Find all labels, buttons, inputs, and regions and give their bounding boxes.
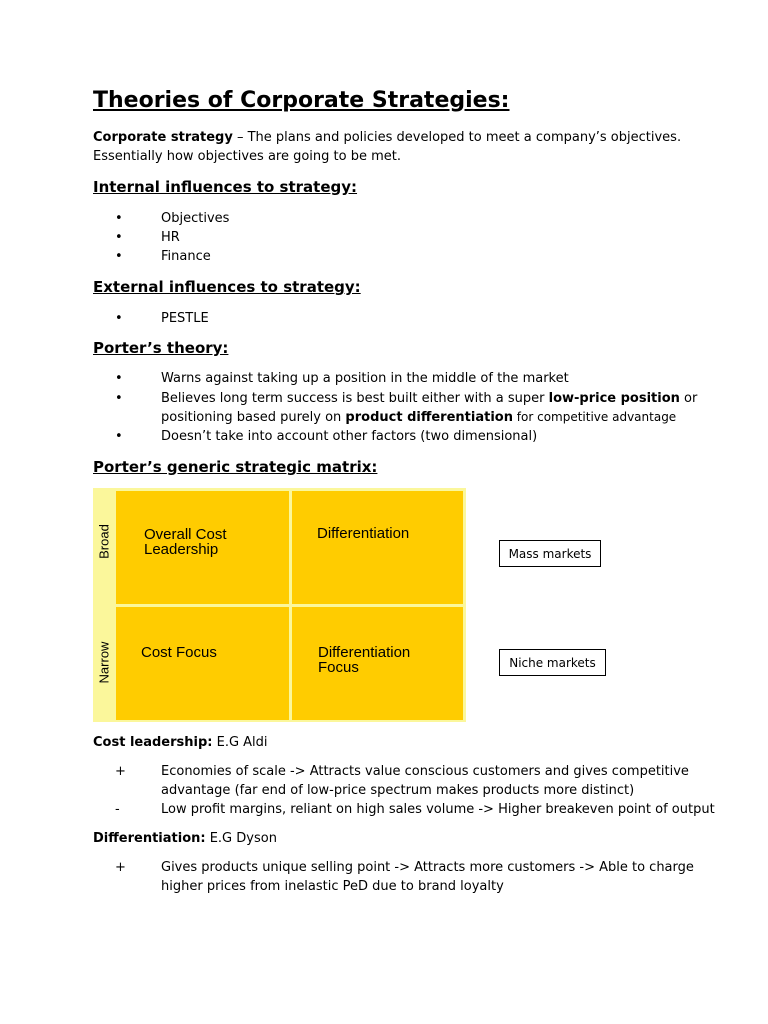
minus-icon: - bbox=[115, 802, 120, 817]
row-label-narrow: Narrow bbox=[96, 641, 112, 684]
matrix-heading: Porter’s generic strategic matrix: bbox=[93, 458, 378, 476]
cell-differentiation-focus: Differentiation Focus bbox=[292, 607, 463, 720]
external-heading: External influences to strategy: bbox=[93, 278, 361, 296]
differentiation-line bbox=[93, 829, 277, 848]
intro-term: Corporate strategy bbox=[93, 130, 233, 145]
bullet-icon: • bbox=[115, 230, 123, 245]
cell-overall-cost-leadership: Overall Cost Leadership bbox=[116, 491, 289, 604]
differentiation-label: Differentiation: bbox=[93, 831, 206, 846]
differentiation-example: E.G Dyson bbox=[205, 831, 277, 846]
mass-markets-box: Mass markets bbox=[499, 540, 601, 567]
porter-heading: Porter’s theory: bbox=[93, 339, 229, 357]
bullet-icon: • bbox=[115, 371, 123, 386]
bullet-icon: • bbox=[115, 391, 123, 406]
bullet-icon: • bbox=[115, 211, 123, 226]
intro-definition-1: – The plans and policies developed to meet a company’s objectives. bbox=[232, 130, 682, 145]
emphasis: low-price position bbox=[548, 391, 680, 406]
row-label-broad: Broad bbox=[96, 524, 112, 559]
internal-heading: Internal influences to strategy: bbox=[93, 178, 358, 196]
emphasis: product differentiation bbox=[345, 410, 513, 425]
strategic-matrix bbox=[93, 488, 466, 722]
cell-cost-focus: Cost Focus bbox=[116, 607, 289, 720]
cell-differentiation: Differentiation bbox=[292, 491, 463, 604]
bullet-icon: • bbox=[115, 429, 123, 444]
bullet-icon: • bbox=[115, 249, 123, 264]
plus-icon: + bbox=[115, 860, 126, 875]
intro-definition-2: Essentially how objectives are going to be met. bbox=[93, 149, 402, 164]
cost-leadership-line bbox=[93, 733, 268, 752]
plus-icon: + bbox=[115, 764, 126, 779]
cost-leadership-example: E.G Aldi bbox=[212, 735, 268, 750]
cost-leadership-label: Cost leadership: bbox=[93, 735, 213, 750]
bullet-icon: • bbox=[115, 311, 123, 326]
intro-line-1 bbox=[93, 128, 681, 147]
niche-markets-box: Niche markets bbox=[499, 649, 606, 676]
page-title: Theories of Corporate Strategies: bbox=[93, 88, 510, 113]
